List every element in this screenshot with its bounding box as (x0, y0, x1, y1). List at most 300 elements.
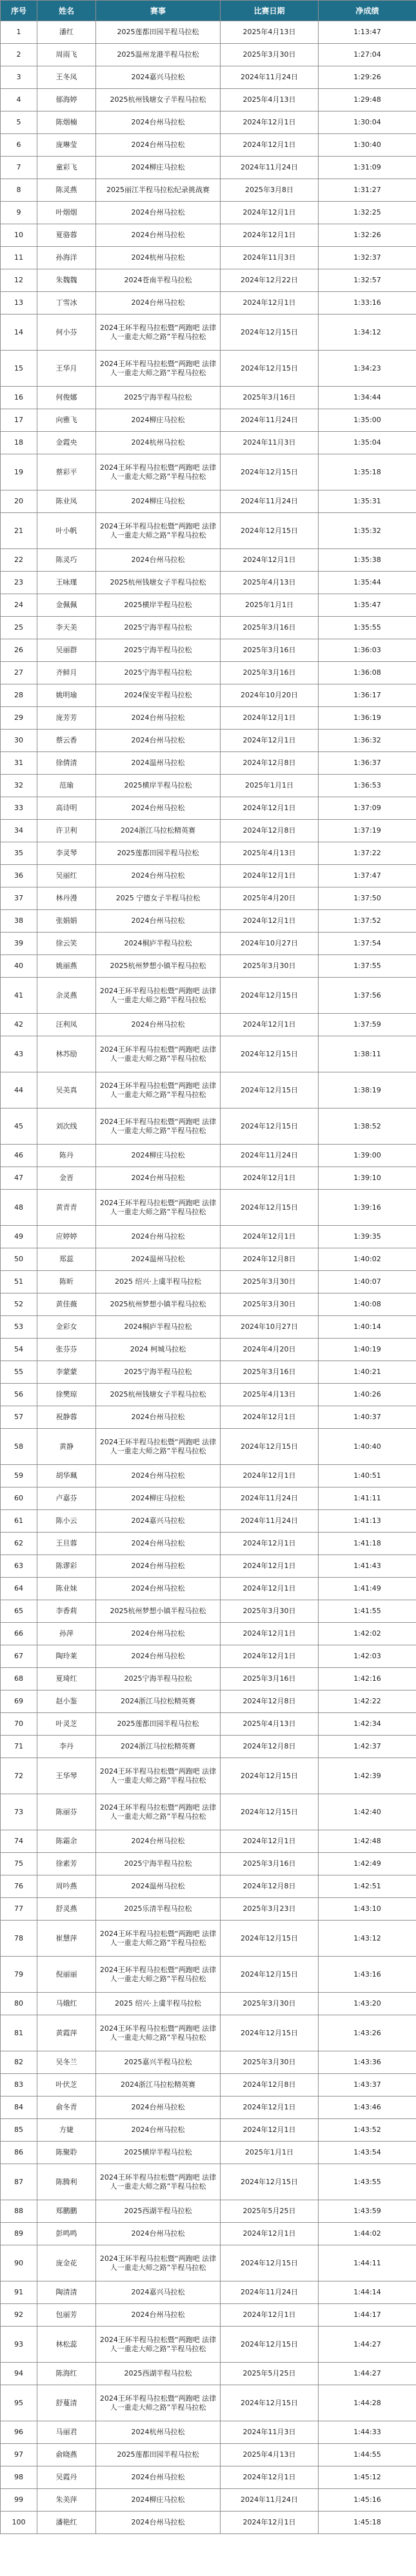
cell-net-time: 1:43:52 (319, 2119, 416, 2142)
table-row (1, 865, 416, 887)
table-row (1, 1830, 416, 1853)
cell-name: 崔慧萍 (37, 1921, 96, 1957)
table-row (1, 2304, 416, 2327)
cell-net-time: 1:44:14 (319, 2281, 416, 2304)
cell-rank: 30 (1, 730, 37, 752)
cell-date: 2024年12月1日 (221, 707, 319, 730)
table-row (1, 202, 416, 224)
table-row (1, 1853, 416, 1875)
cell-name: 张娟娟 (37, 910, 96, 933)
cell-net-time: 1:42:22 (319, 1690, 416, 1713)
cell-name: 陈灵燕 (37, 179, 96, 202)
cell-date: 2024年12月1日 (221, 2466, 319, 2489)
cell-event: 2024王环半程马拉松暨“两跑吧 法律人一重走大师之路”半程马拉松 (96, 1957, 221, 1993)
header-event: 赛事 (96, 1, 221, 21)
table-row (1, 1623, 416, 1645)
cell-event: 2025 绍兴·上虞半程马拉松 (96, 1993, 221, 2015)
cell-net-time: 1:36:08 (319, 662, 416, 684)
table-row (1, 910, 416, 933)
cell-event: 2024台州马拉松 (96, 2223, 221, 2245)
cell-net-time: 1:37:56 (319, 978, 416, 1014)
cell-name: 胡华珮 (37, 1465, 96, 1487)
cell-net-time: 1:44:33 (319, 2421, 416, 2444)
cell-date: 2024年10月27日 (221, 933, 319, 955)
cell-net-time: 1:37:47 (319, 865, 416, 887)
cell-net-time: 1:45:18 (319, 2512, 416, 2534)
cell-name: 陈霜余 (37, 1830, 96, 1853)
cell-event: 2025杭州钱塘女子半程马拉松 (96, 1384, 221, 1406)
cell-net-time: 1:42:34 (319, 1713, 416, 1736)
cell-name: 林苏励 (37, 1036, 96, 1072)
cell-date: 2025年3月16日 (221, 662, 319, 684)
cell-date: 2024年12月1日 (221, 224, 319, 247)
cell-name: 舒灵燕 (37, 1898, 96, 1921)
cell-rank: 35 (1, 842, 37, 865)
cell-event: 2024浙江马拉松精英赛 (96, 2074, 221, 2097)
cell-event: 2024王环半程马拉松暨“两跑吧 法律人一重走大师之路”半程马拉松 (96, 315, 221, 351)
table-row (1, 513, 416, 549)
cell-event: 2025西湖半程马拉松 (96, 2363, 221, 2385)
cell-name: 马娥红 (37, 1993, 96, 2015)
cell-rank: 67 (1, 1645, 37, 1668)
cell-date: 2024年12月15日 (221, 1957, 319, 1993)
table-row (1, 1957, 416, 1993)
table-row (1, 2421, 416, 2444)
cell-rank: 56 (1, 1384, 37, 1406)
table-row (1, 1339, 416, 1361)
cell-name: 俞晓燕 (37, 2444, 96, 2466)
cell-rank: 7 (1, 157, 37, 179)
cell-net-time: 1:40:02 (319, 1248, 416, 1271)
cell-net-time: 1:43:16 (319, 1957, 416, 1993)
cell-event: 2025宁海半程马拉松 (96, 1668, 221, 1690)
table-row (1, 662, 416, 684)
cell-net-time: 1:39:35 (319, 1226, 416, 1248)
cell-rank: 98 (1, 2466, 37, 2489)
cell-date: 2024年11月3日 (221, 2421, 319, 2444)
cell-name: 姚明瑜 (37, 684, 96, 707)
cell-name: 徐倩清 (37, 752, 96, 775)
cell-name: 庞金花 (37, 2245, 96, 2281)
table-row (1, 247, 416, 269)
cell-name: 王华琴 (37, 1758, 96, 1794)
cell-rank: 21 (1, 513, 37, 549)
cell-event: 2024柳庄马拉松 (96, 490, 221, 513)
cell-date: 2025年3月16日 (221, 1853, 319, 1875)
cell-rank: 36 (1, 865, 37, 887)
cell-event: 2024台州马拉松 (96, 202, 221, 224)
cell-date: 2024年12月8日 (221, 1875, 319, 1898)
cell-net-time: 1:35:38 (319, 549, 416, 572)
cell-rank: 29 (1, 707, 37, 730)
cell-net-time: 1:45:12 (319, 2466, 416, 2489)
cell-event: 2025温州龙港半程马拉松 (96, 44, 221, 66)
cell-net-time: 1:43:37 (319, 2074, 416, 2097)
table-row (1, 1271, 416, 1293)
table-row (1, 730, 416, 752)
cell-event: 2025宁海半程马拉松 (96, 387, 221, 409)
cell-name: 丁雪冰 (37, 292, 96, 315)
cell-date: 2024年11月24日 (221, 2281, 319, 2304)
cell-event: 2025杭州钱塘女子半程马拉松 (96, 89, 221, 111)
cell-name: 倪丽丽 (37, 1957, 96, 1993)
table-body (1, 21, 416, 2534)
cell-rank: 25 (1, 617, 37, 639)
cell-net-time: 1:43:10 (319, 1898, 416, 1921)
cell-net-time: 1:13:47 (319, 21, 416, 44)
cell-name: 孙海洋 (37, 247, 96, 269)
cell-rank: 66 (1, 1623, 37, 1645)
table-row (1, 1921, 416, 1957)
cell-net-time: 1:43:59 (319, 2200, 416, 2223)
cell-net-time: 1:40:14 (319, 1316, 416, 1339)
table-row (1, 752, 416, 775)
cell-net-time: 1:37:54 (319, 933, 416, 955)
cell-net-time: 1:43:54 (319, 2142, 416, 2164)
table-row (1, 617, 416, 639)
cell-event: 2024台州马拉松 (96, 797, 221, 820)
cell-name: 黄静 (37, 1429, 96, 1465)
cell-event: 2024台州马拉松 (96, 549, 221, 572)
table-row (1, 66, 416, 89)
cell-rank: 37 (1, 887, 37, 910)
cell-event: 2025杭州梦想小镇半程马拉松 (96, 1600, 221, 1623)
cell-event: 2024杭州马拉松 (96, 2421, 221, 2444)
cell-event: 2025莲都田园半程马拉松 (96, 842, 221, 865)
cell-name: 吴霞丹 (37, 2466, 96, 2489)
cell-rank: 34 (1, 820, 37, 842)
table-row (1, 775, 416, 797)
cell-event: 2024杭州马拉松 (96, 247, 221, 269)
cell-date: 2024年12月1日 (221, 1167, 319, 1190)
table-row (1, 1465, 416, 1487)
cell-net-time: 1:36:53 (319, 775, 416, 797)
cell-rank: 13 (1, 292, 37, 315)
table-row (1, 1533, 416, 1555)
table-row (1, 2223, 416, 2245)
cell-event: 2024台州马拉松 (96, 2304, 221, 2327)
cell-name: 陈业凤 (37, 490, 96, 513)
cell-date: 2024年12月1日 (221, 1578, 319, 1600)
table-row (1, 1072, 416, 1109)
cell-date: 2025年4月13日 (221, 1384, 319, 1406)
cell-net-time: 1:35:55 (319, 617, 416, 639)
cell-net-time: 1:40:07 (319, 1271, 416, 1293)
cell-date: 2025年4月13日 (221, 21, 319, 44)
cell-net-time: 1:43:55 (319, 2164, 416, 2200)
cell-rank: 18 (1, 432, 37, 454)
cell-name: 向雅飞 (37, 409, 96, 432)
cell-date: 2024年11月24日 (221, 66, 319, 89)
cell-rank: 74 (1, 1830, 37, 1853)
cell-event: 2025莲都田园半程马拉松 (96, 2444, 221, 2466)
header-date: 比赛日期 (221, 1, 319, 21)
cell-date: 2024年12月22日 (221, 269, 319, 292)
cell-rank: 100 (1, 2512, 37, 2534)
cell-date: 2024年11月24日 (221, 1487, 319, 1510)
cell-name: 叶烟烟 (37, 202, 96, 224)
cell-rank: 17 (1, 409, 37, 432)
cell-name: 庞琳莹 (37, 134, 96, 157)
table-row (1, 1690, 416, 1713)
cell-date: 2025年3月8日 (221, 179, 319, 202)
cell-name: 朱魏魏 (37, 269, 96, 292)
cell-net-time: 1:43:12 (319, 1921, 416, 1957)
table-row (1, 89, 416, 111)
cell-event: 2024浙江马拉松精英赛 (96, 820, 221, 842)
cell-event: 2024台州马拉松 (96, 1167, 221, 1190)
table-row (1, 2245, 416, 2281)
cell-event: 2025杭州梦想小镇半程马拉松 (96, 955, 221, 978)
table-row (1, 1510, 416, 1533)
cell-name: 高诗明 (37, 797, 96, 820)
table-row (1, 1487, 416, 1510)
cell-date: 2024年12月1日 (221, 202, 319, 224)
cell-name: 叶灵芝 (37, 1713, 96, 1736)
cell-date: 2024年10月27日 (221, 1316, 319, 1339)
cell-rank: 50 (1, 1248, 37, 1271)
cell-rank: 58 (1, 1429, 37, 1465)
cell-rank: 85 (1, 2119, 37, 2142)
table-row (1, 684, 416, 707)
table-row (1, 1316, 416, 1339)
cell-date: 2024年12月15日 (221, 2327, 319, 2363)
cell-event: 2024王环半程马拉松暨“两跑吧 法律人一重走大师之路”半程马拉松 (96, 1190, 221, 1226)
cell-date: 2024年12月8日 (221, 820, 319, 842)
table-row (1, 224, 416, 247)
cell-date: 2024年12月1日 (221, 797, 319, 820)
cell-rank: 41 (1, 978, 37, 1014)
cell-date: 2024年12月15日 (221, 351, 319, 387)
cell-rank: 90 (1, 2245, 37, 2281)
cell-event: 2024台州马拉松 (96, 1830, 221, 1853)
cell-name: 周雨飞 (37, 44, 96, 66)
cell-name: 王旦蓉 (37, 1533, 96, 1555)
cell-rank: 60 (1, 1487, 37, 1510)
cell-rank: 80 (1, 1993, 37, 2015)
cell-name: 马丽君 (37, 2421, 96, 2444)
cell-name: 卢嘉芬 (37, 1487, 96, 1510)
cell-name: 李天美 (37, 617, 96, 639)
cell-event: 2025宁海半程马拉松 (96, 639, 221, 662)
cell-date: 2025年3月30日 (221, 1271, 319, 1293)
cell-event: 2024台州马拉松 (96, 1533, 221, 1555)
cell-net-time: 1:37:52 (319, 910, 416, 933)
cell-event: 2024浙江马拉松精英赛 (96, 1690, 221, 1713)
cell-net-time: 1:36:37 (319, 752, 416, 775)
table-row (1, 1384, 416, 1406)
table-row (1, 2164, 416, 2200)
cell-date: 2024年12月1日 (221, 1465, 319, 1487)
cell-net-time: 1:38:19 (319, 1072, 416, 1109)
cell-event: 2024柳庄马拉松 (96, 1487, 221, 1510)
cell-event: 2024 柯城马拉松 (96, 1339, 221, 1361)
cell-rank: 48 (1, 1190, 37, 1226)
cell-event: 2024台州马拉松 (96, 2097, 221, 2119)
cell-date: 2024年12月1日 (221, 1645, 319, 1668)
header-net-time: 净成绩 (319, 1, 416, 21)
cell-rank: 93 (1, 2327, 37, 2363)
cell-net-time: 1:42:51 (319, 1875, 416, 1898)
cell-date: 2025年3月16日 (221, 639, 319, 662)
table-row (1, 2015, 416, 2051)
cell-net-time: 1:35:32 (319, 513, 416, 549)
table-row (1, 490, 416, 513)
cell-event: 2024嘉兴马拉松 (96, 66, 221, 89)
cell-name: 李灵琴 (37, 842, 96, 865)
cell-name: 陶玲莱 (37, 1645, 96, 1668)
cell-net-time: 1:39:00 (319, 1145, 416, 1167)
cell-rank: 31 (1, 752, 37, 775)
cell-name: 金霞央 (37, 432, 96, 454)
cell-net-time: 1:44:28 (319, 2385, 416, 2421)
cell-rank: 51 (1, 1271, 37, 1293)
cell-net-time: 1:42:03 (319, 1645, 416, 1668)
cell-event: 2024王环半程马拉松暨“两跑吧 法律人一重走大师之路”半程马拉松 (96, 454, 221, 490)
cell-net-time: 1:42:40 (319, 1794, 416, 1830)
cell-event: 2024柳庄马拉松 (96, 2489, 221, 2512)
cell-name: 林松蕊 (37, 2327, 96, 2363)
cell-rank: 40 (1, 955, 37, 978)
cell-rank: 45 (1, 1109, 37, 1145)
cell-net-time: 1:40:51 (319, 1465, 416, 1487)
cell-event: 2024王环半程马拉松暨“两跑吧 法律人一重走大师之路”半程马拉松 (96, 2385, 221, 2421)
cell-name: 陈丹 (37, 1145, 96, 1167)
header-row (1, 1, 416, 21)
cell-net-time: 1:44:11 (319, 2245, 416, 2281)
cell-rank: 54 (1, 1339, 37, 1361)
cell-event: 2025 绍兴·上虞半程马拉松 (96, 1271, 221, 1293)
cell-rank: 22 (1, 549, 37, 572)
cell-net-time: 1:34:44 (319, 387, 416, 409)
cell-rank: 32 (1, 775, 37, 797)
cell-date: 2025年3月30日 (221, 2051, 319, 2074)
table-row (1, 842, 416, 865)
cell-rank: 42 (1, 1014, 37, 1036)
cell-rank: 75 (1, 1853, 37, 1875)
cell-name: 陈聚聆 (37, 2142, 96, 2164)
cell-rank: 68 (1, 1668, 37, 1690)
cell-date: 2024年12月15日 (221, 1429, 319, 1465)
cell-net-time: 1:36:19 (319, 707, 416, 730)
cell-event: 2024台州马拉松 (96, 1645, 221, 1668)
cell-name: 郑蕊 (37, 1248, 96, 1271)
cell-rank: 3 (1, 66, 37, 89)
cell-name: 何小芬 (37, 315, 96, 351)
table-row (1, 978, 416, 1014)
cell-rank: 52 (1, 1293, 37, 1316)
cell-rank: 79 (1, 1957, 37, 1993)
cell-event: 2024王环半程马拉松暨“两跑吧 法律人一重走大师之路”半程马拉松 (96, 2327, 221, 2363)
cell-event: 2025横岸半程马拉松 (96, 775, 221, 797)
cell-rank: 81 (1, 2015, 37, 2051)
table-row (1, 157, 416, 179)
cell-rank: 2 (1, 44, 37, 66)
header-name: 姓名 (37, 1, 96, 21)
cell-net-time: 1:45:16 (319, 2489, 416, 2512)
table-row (1, 1668, 416, 1690)
cell-rank: 9 (1, 202, 37, 224)
cell-net-time: 1:40:19 (319, 1339, 416, 1361)
cell-event: 2025宁海半程马拉松 (96, 662, 221, 684)
table-row (1, 1555, 416, 1578)
cell-date: 2024年12月1日 (221, 2512, 319, 2534)
cell-name: 徐樊琼 (37, 1384, 96, 1406)
cell-event: 2024台州马拉松 (96, 2512, 221, 2534)
cell-rank: 96 (1, 2421, 37, 2444)
table-row (1, 2051, 416, 2074)
cell-name: 舒蔓清 (37, 2385, 96, 2421)
cell-rank: 8 (1, 179, 37, 202)
cell-rank: 53 (1, 1316, 37, 1339)
cell-net-time: 1:27:04 (319, 44, 416, 66)
cell-rank: 77 (1, 1898, 37, 1921)
table-row (1, 1406, 416, 1429)
cell-name: 齐鲜月 (37, 662, 96, 684)
cell-net-time: 1:40:08 (319, 1293, 416, 1316)
cell-net-time: 1:35:04 (319, 432, 416, 454)
cell-net-time: 1:39:10 (319, 1167, 416, 1190)
cell-event: 2024台州马拉松 (96, 111, 221, 134)
cell-date: 2025年4月13日 (221, 572, 319, 594)
cell-rank: 6 (1, 134, 37, 157)
cell-name: 许卫利 (37, 820, 96, 842)
cell-rank: 11 (1, 247, 37, 269)
cell-event: 2025横岸半程马拉松 (96, 594, 221, 617)
cell-date: 2024年12月1日 (221, 2223, 319, 2245)
cell-name: 张芬芬 (37, 1339, 96, 1361)
table-row (1, 351, 416, 387)
cell-net-time: 1:43:36 (319, 2051, 416, 2074)
cell-net-time: 1:30:40 (319, 134, 416, 157)
table-row (1, 2327, 416, 2363)
cell-net-time: 1:42:39 (319, 1758, 416, 1794)
cell-rank: 24 (1, 594, 37, 617)
cell-event: 2025乐清半程马拉松 (96, 1898, 221, 1921)
cell-event: 2024台州马拉松 (96, 134, 221, 157)
cell-name: 陈业妹 (37, 1578, 96, 1600)
table-row (1, 797, 416, 820)
cell-date: 2024年12月15日 (221, 2015, 319, 2051)
cell-date: 2024年11月24日 (221, 490, 319, 513)
cell-name: 金彩女 (37, 1316, 96, 1339)
table-row (1, 549, 416, 572)
cell-date: 2024年12月1日 (221, 865, 319, 887)
cell-name: 郑鹏鹏 (37, 2200, 96, 2223)
cell-name: 童彩飞 (37, 157, 96, 179)
cell-net-time: 1:44:27 (319, 2363, 416, 2385)
cell-date: 2024年12月15日 (221, 1921, 319, 1957)
cell-event: 2025杭州钱塘女子半程马拉松 (96, 572, 221, 594)
cell-name: 朱美萍 (37, 2489, 96, 2512)
cell-name: 林丹漫 (37, 887, 96, 910)
cell-rank: 64 (1, 1578, 37, 1600)
cell-net-time: 1:44:27 (319, 2327, 416, 2363)
cell-rank: 91 (1, 2281, 37, 2304)
cell-net-time: 1:32:26 (319, 224, 416, 247)
table-row (1, 2281, 416, 2304)
cell-rank: 14 (1, 315, 37, 351)
table-row (1, 1036, 416, 1072)
table-row (1, 44, 416, 66)
cell-event: 2024柳庄马拉松 (96, 157, 221, 179)
cell-rank: 76 (1, 1875, 37, 1898)
cell-name: 陈腾利 (37, 2164, 96, 2200)
cell-name: 余灵燕 (37, 978, 96, 1014)
cell-rank: 47 (1, 1167, 37, 1190)
cell-rank: 65 (1, 1600, 37, 1623)
cell-event: 2024台州马拉松 (96, 224, 221, 247)
